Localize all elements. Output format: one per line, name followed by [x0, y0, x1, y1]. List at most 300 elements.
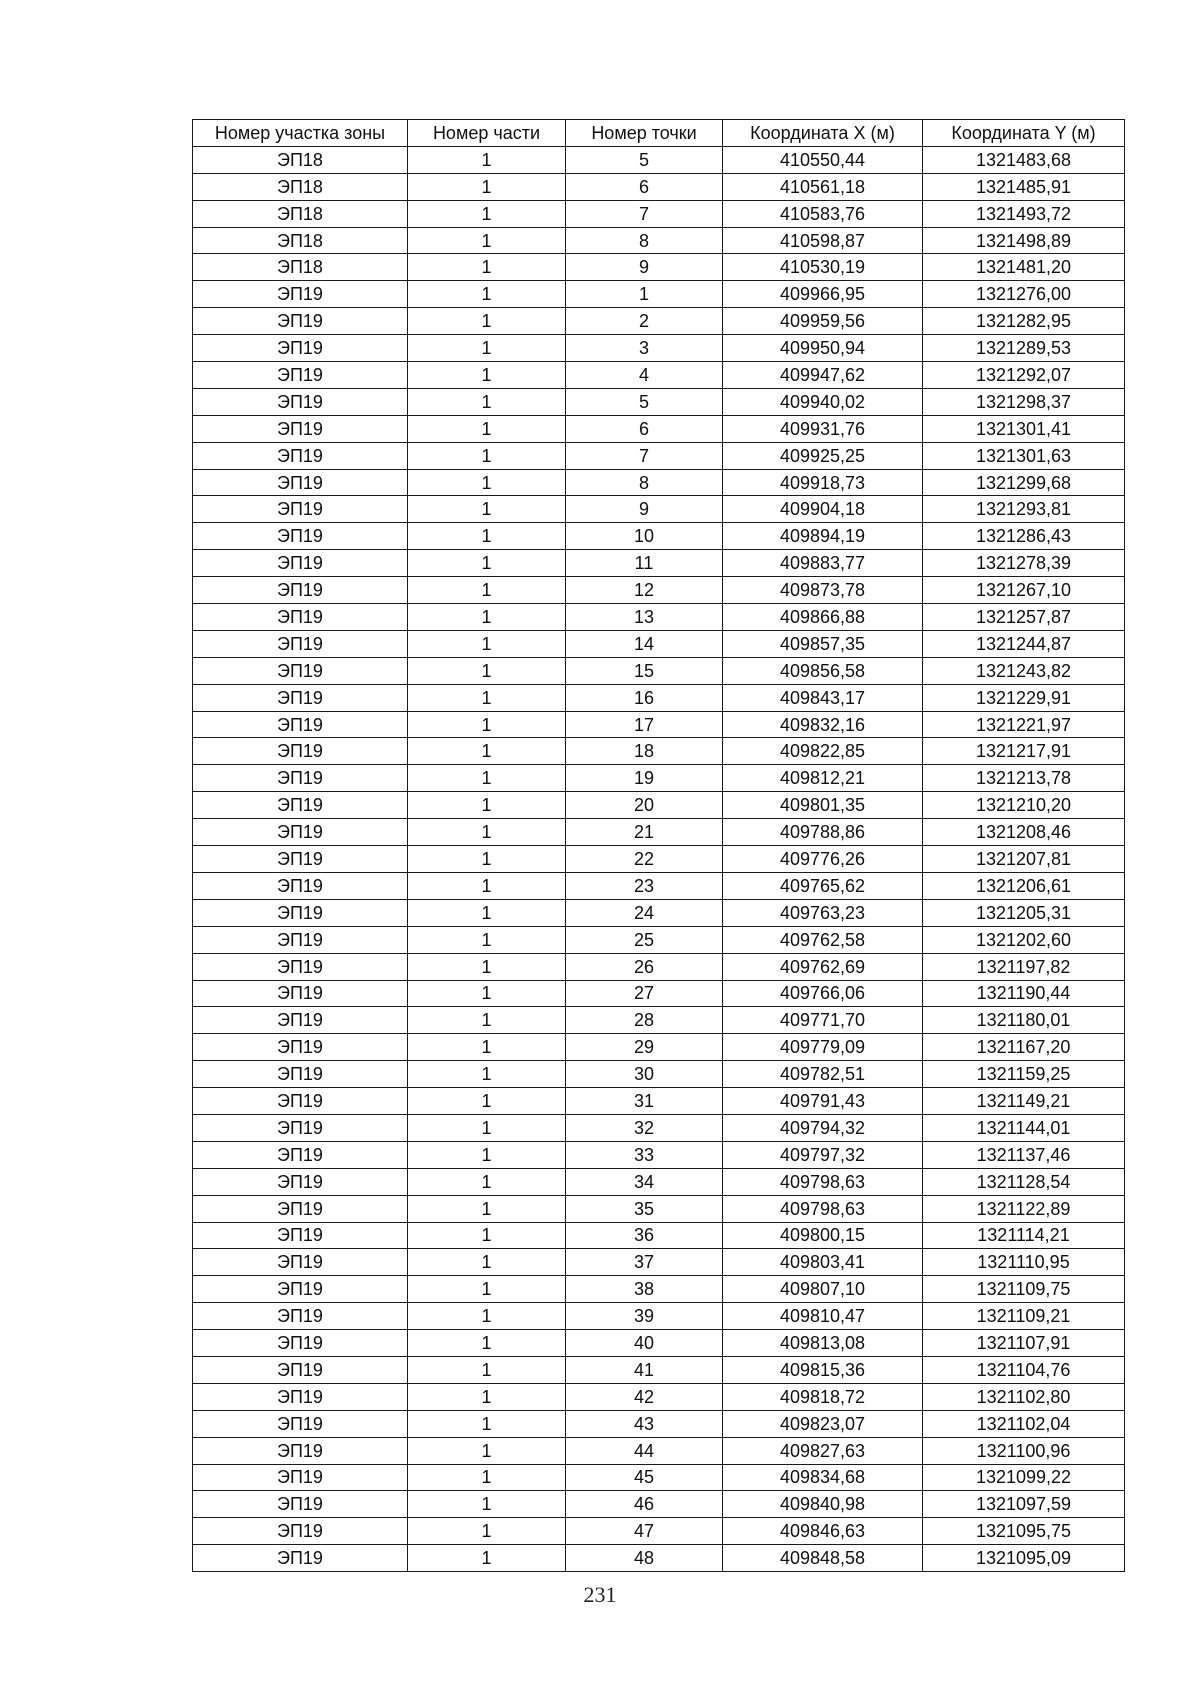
- coordinate-x-cell: 409834,68: [723, 1464, 923, 1491]
- zone-section-cell: ЭП19: [193, 899, 408, 926]
- part-number-cell: 1: [408, 388, 566, 415]
- coordinate-x-cell: 409873,78: [723, 577, 923, 604]
- coordinate-x-cell: 409788,86: [723, 819, 923, 846]
- part-number-cell: 1: [408, 1007, 566, 1034]
- coordinate-x-cell: 410530,19: [723, 254, 923, 281]
- zone-section-cell: ЭП19: [193, 577, 408, 604]
- point-number-cell: 9: [566, 496, 723, 523]
- point-number-cell: 25: [566, 926, 723, 953]
- table-row: [193, 1141, 1125, 1168]
- point-number-cell: 24: [566, 899, 723, 926]
- coordinate-x-cell: 409797,32: [723, 1141, 923, 1168]
- table-row: [193, 308, 1125, 335]
- zone-section-cell: ЭП19: [193, 684, 408, 711]
- table-row: [193, 1330, 1125, 1357]
- coordinate-x-cell: 409925,25: [723, 442, 923, 469]
- coordinate-x-cell: 410561,18: [723, 173, 923, 200]
- table-row: [193, 899, 1125, 926]
- part-number-cell: 1: [408, 604, 566, 631]
- point-number-cell: 43: [566, 1410, 723, 1437]
- point-number-cell: 30: [566, 1061, 723, 1088]
- header-coordinate-y: Координата Y (м): [923, 120, 1125, 147]
- coordinate-y-cell: 1321095,75: [923, 1518, 1125, 1545]
- point-number-cell: 34: [566, 1168, 723, 1195]
- coordinate-y-cell: 1321282,95: [923, 308, 1125, 335]
- header-part-number: Номер части: [408, 120, 566, 147]
- part-number-cell: 1: [408, 1061, 566, 1088]
- coordinate-y-cell: 1321104,76: [923, 1356, 1125, 1383]
- table-row: [193, 819, 1125, 846]
- coordinate-y-cell: 1321190,44: [923, 980, 1125, 1007]
- table-row: [193, 980, 1125, 1007]
- coordinate-x-cell: 410583,76: [723, 200, 923, 227]
- zone-section-cell: ЭП19: [193, 281, 408, 308]
- coordinate-y-cell: 1321122,89: [923, 1195, 1125, 1222]
- coordinate-y-cell: 1321114,21: [923, 1222, 1125, 1249]
- table-row: [193, 765, 1125, 792]
- zone-section-cell: ЭП18: [193, 146, 408, 173]
- table-row: [193, 792, 1125, 819]
- part-number-cell: 1: [408, 846, 566, 873]
- coordinate-y-cell: 1321207,81: [923, 846, 1125, 873]
- point-number-cell: 1: [566, 281, 723, 308]
- coordinate-y-cell: 1321180,01: [923, 1007, 1125, 1034]
- point-number-cell: 15: [566, 657, 723, 684]
- table-row: [193, 146, 1125, 173]
- part-number-cell: 1: [408, 1168, 566, 1195]
- coordinate-y-cell: 1321102,80: [923, 1383, 1125, 1410]
- part-number-cell: 1: [408, 926, 566, 953]
- point-number-cell: 39: [566, 1303, 723, 1330]
- coordinate-x-cell: 409818,72: [723, 1383, 923, 1410]
- zone-section-cell: ЭП19: [193, 1330, 408, 1357]
- coordinate-x-cell: 409763,23: [723, 899, 923, 926]
- part-number-cell: 1: [408, 1491, 566, 1518]
- point-number-cell: 12: [566, 577, 723, 604]
- table-row: [193, 604, 1125, 631]
- zone-section-cell: ЭП19: [193, 792, 408, 819]
- point-number-cell: 16: [566, 684, 723, 711]
- zone-section-cell: ЭП19: [193, 1545, 408, 1572]
- zone-section-cell: ЭП19: [193, 1034, 408, 1061]
- coordinate-x-cell: 409857,35: [723, 630, 923, 657]
- part-number-cell: 1: [408, 738, 566, 765]
- part-number-cell: 1: [408, 1141, 566, 1168]
- table-header-row: [193, 120, 1125, 147]
- point-number-cell: 27: [566, 980, 723, 1007]
- zone-section-cell: ЭП19: [193, 362, 408, 389]
- point-number-cell: 9: [566, 254, 723, 281]
- zone-section-cell: ЭП19: [193, 819, 408, 846]
- coordinate-y-cell: 1321210,20: [923, 792, 1125, 819]
- part-number-cell: 1: [408, 899, 566, 926]
- zone-section-cell: ЭП19: [193, 738, 408, 765]
- zone-section-cell: ЭП19: [193, 415, 408, 442]
- page-number: 231: [583, 1582, 617, 1607]
- part-number-cell: 1: [408, 496, 566, 523]
- coordinate-x-cell: 409848,58: [723, 1545, 923, 1572]
- zone-section-cell: ЭП19: [193, 926, 408, 953]
- zone-section-cell: ЭП19: [193, 980, 408, 1007]
- zone-section-cell: ЭП19: [193, 657, 408, 684]
- coordinate-x-cell: 409904,18: [723, 496, 923, 523]
- zone-section-cell: ЭП19: [193, 1168, 408, 1195]
- point-number-cell: 48: [566, 1545, 723, 1572]
- coordinate-y-cell: 1321213,78: [923, 765, 1125, 792]
- point-number-cell: 3: [566, 335, 723, 362]
- zone-section-cell: ЭП19: [193, 846, 408, 873]
- coordinate-x-cell: 409765,62: [723, 872, 923, 899]
- table-row: [193, 1195, 1125, 1222]
- header-point-number: Номер точки: [566, 120, 723, 147]
- part-number-cell: 1: [408, 819, 566, 846]
- zone-section-cell: ЭП19: [193, 1114, 408, 1141]
- coordinate-y-cell: 1321278,39: [923, 550, 1125, 577]
- point-number-cell: 47: [566, 1518, 723, 1545]
- part-number-cell: 1: [408, 200, 566, 227]
- coordinate-x-cell: 409794,32: [723, 1114, 923, 1141]
- table-row: [193, 1276, 1125, 1303]
- coordinate-x-cell: 409883,77: [723, 550, 923, 577]
- zone-section-cell: ЭП19: [193, 1141, 408, 1168]
- coordinate-y-cell: 1321202,60: [923, 926, 1125, 953]
- coordinate-y-cell: 1321221,97: [923, 711, 1125, 738]
- part-number-cell: 1: [408, 684, 566, 711]
- coordinate-y-cell: 1321481,20: [923, 254, 1125, 281]
- point-number-cell: 8: [566, 469, 723, 496]
- table-row: [193, 388, 1125, 415]
- part-number-cell: 1: [408, 711, 566, 738]
- coordinate-y-cell: 1321109,75: [923, 1276, 1125, 1303]
- coordinate-y-cell: 1321110,95: [923, 1249, 1125, 1276]
- coordinate-x-cell: 409812,21: [723, 765, 923, 792]
- point-number-cell: 41: [566, 1356, 723, 1383]
- coordinate-y-cell: 1321208,46: [923, 819, 1125, 846]
- coordinate-y-cell: 1321485,91: [923, 173, 1125, 200]
- zone-section-cell: ЭП19: [193, 1464, 408, 1491]
- point-number-cell: 18: [566, 738, 723, 765]
- coordinate-x-cell: 409894,19: [723, 523, 923, 550]
- table-row: [193, 469, 1125, 496]
- table-row: [193, 738, 1125, 765]
- table-row: [193, 1437, 1125, 1464]
- table-row: [193, 496, 1125, 523]
- zone-section-cell: ЭП18: [193, 254, 408, 281]
- zone-section-cell: ЭП19: [193, 1195, 408, 1222]
- table-row: [193, 1168, 1125, 1195]
- table-row: [193, 1464, 1125, 1491]
- point-number-cell: 14: [566, 630, 723, 657]
- table-body: [193, 146, 1125, 1571]
- coordinate-x-cell: 409782,51: [723, 1061, 923, 1088]
- coordinate-x-cell: 409866,88: [723, 604, 923, 631]
- table-row: [193, 200, 1125, 227]
- coordinate-y-cell: 1321097,59: [923, 1491, 1125, 1518]
- coordinate-x-cell: 409966,95: [723, 281, 923, 308]
- coordinate-x-cell: 409776,26: [723, 846, 923, 873]
- table-row: [193, 1114, 1125, 1141]
- coordinate-y-cell: 1321100,96: [923, 1437, 1125, 1464]
- table-row: [193, 711, 1125, 738]
- part-number-cell: 1: [408, 523, 566, 550]
- coordinate-y-cell: 1321301,63: [923, 442, 1125, 469]
- coordinate-y-cell: 1321159,25: [923, 1061, 1125, 1088]
- zone-section-cell: ЭП19: [193, 872, 408, 899]
- zone-section-cell: ЭП19: [193, 388, 408, 415]
- table-row: [193, 1222, 1125, 1249]
- part-number-cell: 1: [408, 362, 566, 389]
- point-number-cell: 10: [566, 523, 723, 550]
- part-number-cell: 1: [408, 1464, 566, 1491]
- table-row: [193, 1303, 1125, 1330]
- coordinate-y-cell: 1321144,01: [923, 1114, 1125, 1141]
- point-number-cell: 20: [566, 792, 723, 819]
- table-row: [193, 872, 1125, 899]
- coordinate-x-cell: 409950,94: [723, 335, 923, 362]
- point-number-cell: 32: [566, 1114, 723, 1141]
- zone-section-cell: ЭП19: [193, 604, 408, 631]
- point-number-cell: 36: [566, 1222, 723, 1249]
- coordinate-x-cell: 409840,98: [723, 1491, 923, 1518]
- table-row: [193, 1007, 1125, 1034]
- point-number-cell: 42: [566, 1383, 723, 1410]
- part-number-cell: 1: [408, 254, 566, 281]
- coordinate-y-cell: 1321299,68: [923, 469, 1125, 496]
- coordinate-x-cell: 409791,43: [723, 1088, 923, 1115]
- coordinate-y-cell: 1321301,41: [923, 415, 1125, 442]
- part-number-cell: 1: [408, 630, 566, 657]
- coordinate-y-cell: 1321102,04: [923, 1410, 1125, 1437]
- coordinate-y-cell: 1321099,22: [923, 1464, 1125, 1491]
- coordinate-y-cell: 1321197,82: [923, 953, 1125, 980]
- coordinate-x-cell: 409918,73: [723, 469, 923, 496]
- point-number-cell: 28: [566, 1007, 723, 1034]
- coordinate-y-cell: 1321289,53: [923, 335, 1125, 362]
- point-number-cell: 26: [566, 953, 723, 980]
- part-number-cell: 1: [408, 146, 566, 173]
- point-number-cell: 38: [566, 1276, 723, 1303]
- table-row: [193, 657, 1125, 684]
- table-row: [193, 227, 1125, 254]
- header-coordinate-x: Координата X (м): [723, 120, 923, 147]
- part-number-cell: 1: [408, 1330, 566, 1357]
- point-number-cell: 7: [566, 442, 723, 469]
- table-row: [193, 1061, 1125, 1088]
- point-number-cell: 31: [566, 1088, 723, 1115]
- part-number-cell: 1: [408, 1383, 566, 1410]
- table-row: [193, 1491, 1125, 1518]
- point-number-cell: 6: [566, 173, 723, 200]
- table-row: [193, 335, 1125, 362]
- zone-section-cell: ЭП19: [193, 469, 408, 496]
- table-row: [193, 577, 1125, 604]
- table-row: [193, 684, 1125, 711]
- point-number-cell: 37: [566, 1249, 723, 1276]
- part-number-cell: 1: [408, 1356, 566, 1383]
- zone-section-cell: ЭП19: [193, 1437, 408, 1464]
- coordinate-x-cell: 409843,17: [723, 684, 923, 711]
- coordinate-y-cell: 1321498,89: [923, 227, 1125, 254]
- header-zone-section-number: Номер участка зоны: [193, 120, 408, 147]
- coordinate-x-cell: 409762,58: [723, 926, 923, 953]
- coordinate-x-cell: 409803,41: [723, 1249, 923, 1276]
- part-number-cell: 1: [408, 577, 566, 604]
- point-number-cell: 7: [566, 200, 723, 227]
- zone-section-cell: ЭП19: [193, 496, 408, 523]
- coordinate-y-cell: 1321293,81: [923, 496, 1125, 523]
- coordinate-y-cell: 1321217,91: [923, 738, 1125, 765]
- part-number-cell: 1: [408, 980, 566, 1007]
- zone-section-cell: ЭП19: [193, 335, 408, 362]
- zone-section-cell: ЭП19: [193, 1276, 408, 1303]
- point-number-cell: 35: [566, 1195, 723, 1222]
- coordinate-y-cell: 1321206,61: [923, 872, 1125, 899]
- part-number-cell: 1: [408, 872, 566, 899]
- part-number-cell: 1: [408, 308, 566, 335]
- coordinate-y-cell: 1321167,20: [923, 1034, 1125, 1061]
- table-row: [193, 846, 1125, 873]
- coordinate-y-cell: 1321205,31: [923, 899, 1125, 926]
- zone-section-cell: ЭП18: [193, 200, 408, 227]
- part-number-cell: 1: [408, 1195, 566, 1222]
- table-row: [193, 953, 1125, 980]
- coordinate-x-cell: 409813,08: [723, 1330, 923, 1357]
- coordinate-x-cell: 409798,63: [723, 1195, 923, 1222]
- coordinate-x-cell: 410598,87: [723, 227, 923, 254]
- table-row: [193, 1356, 1125, 1383]
- table-row: [193, 173, 1125, 200]
- coordinate-x-cell: 409798,63: [723, 1168, 923, 1195]
- table-row: [193, 1383, 1125, 1410]
- table-row: [193, 362, 1125, 389]
- coordinate-x-cell: 409771,70: [723, 1007, 923, 1034]
- part-number-cell: 1: [408, 415, 566, 442]
- zone-section-cell: ЭП19: [193, 1007, 408, 1034]
- coordinate-y-cell: 1321095,09: [923, 1545, 1125, 1572]
- zone-section-cell: ЭП19: [193, 711, 408, 738]
- part-number-cell: 1: [408, 1249, 566, 1276]
- part-number-cell: 1: [408, 281, 566, 308]
- coordinate-y-cell: 1321292,07: [923, 362, 1125, 389]
- coordinate-x-cell: 409815,36: [723, 1356, 923, 1383]
- table-row: [193, 1249, 1125, 1276]
- part-number-cell: 1: [408, 657, 566, 684]
- coordinate-x-cell: 409846,63: [723, 1518, 923, 1545]
- table-row: [193, 254, 1125, 281]
- zone-section-cell: ЭП18: [193, 173, 408, 200]
- coordinate-y-cell: 1321493,72: [923, 200, 1125, 227]
- coordinate-x-cell: 409940,02: [723, 388, 923, 415]
- zone-section-cell: ЭП19: [193, 1410, 408, 1437]
- table-row: [193, 630, 1125, 657]
- part-number-cell: 1: [408, 469, 566, 496]
- point-number-cell: 17: [566, 711, 723, 738]
- coordinate-y-cell: 1321107,91: [923, 1330, 1125, 1357]
- part-number-cell: 1: [408, 1410, 566, 1437]
- coordinate-x-cell: 410550,44: [723, 146, 923, 173]
- coordinate-x-cell: 409807,10: [723, 1276, 923, 1303]
- point-number-cell: 44: [566, 1437, 723, 1464]
- table-row: [193, 415, 1125, 442]
- coordinate-x-cell: 409810,47: [723, 1303, 923, 1330]
- part-number-cell: 1: [408, 1034, 566, 1061]
- coordinate-x-cell: 409856,58: [723, 657, 923, 684]
- coordinate-y-cell: 1321229,91: [923, 684, 1125, 711]
- table-row: [193, 523, 1125, 550]
- point-number-cell: 2: [566, 308, 723, 335]
- zone-section-cell: ЭП19: [193, 1303, 408, 1330]
- part-number-cell: 1: [408, 953, 566, 980]
- table-row: [193, 442, 1125, 469]
- coordinate-y-cell: 1321267,10: [923, 577, 1125, 604]
- table-row: [193, 1518, 1125, 1545]
- point-number-cell: 11: [566, 550, 723, 577]
- point-number-cell: 29: [566, 1034, 723, 1061]
- part-number-cell: 1: [408, 1303, 566, 1330]
- point-number-cell: 8: [566, 227, 723, 254]
- coordinate-y-cell: 1321286,43: [923, 523, 1125, 550]
- part-number-cell: 1: [408, 227, 566, 254]
- point-number-cell: 21: [566, 819, 723, 846]
- point-number-cell: 40: [566, 1330, 723, 1357]
- coordinate-x-cell: 409800,15: [723, 1222, 923, 1249]
- zone-section-cell: ЭП19: [193, 1061, 408, 1088]
- table-row: [193, 281, 1125, 308]
- table-row: [193, 1034, 1125, 1061]
- coordinate-x-cell: 409832,16: [723, 711, 923, 738]
- coordinate-x-cell: 409827,63: [723, 1437, 923, 1464]
- table-row: [193, 1545, 1125, 1572]
- point-number-cell: 23: [566, 872, 723, 899]
- zone-section-cell: ЭП18: [193, 227, 408, 254]
- part-number-cell: 1: [408, 1437, 566, 1464]
- zone-section-cell: ЭП19: [193, 1222, 408, 1249]
- part-number-cell: 1: [408, 1276, 566, 1303]
- coordinate-x-cell: 409801,35: [723, 792, 923, 819]
- coordinate-y-cell: 1321109,21: [923, 1303, 1125, 1330]
- point-number-cell: 6: [566, 415, 723, 442]
- coordinate-y-cell: 1321149,21: [923, 1088, 1125, 1115]
- point-number-cell: 5: [566, 146, 723, 173]
- zone-section-cell: ЭП19: [193, 1088, 408, 1115]
- zone-section-cell: ЭП19: [193, 550, 408, 577]
- coordinate-x-cell: 409959,56: [723, 308, 923, 335]
- coordinate-x-cell: 409823,07: [723, 1410, 923, 1437]
- table-row: [193, 1088, 1125, 1115]
- part-number-cell: 1: [408, 550, 566, 577]
- part-number-cell: 1: [408, 1088, 566, 1115]
- coordinate-y-cell: 1321298,37: [923, 388, 1125, 415]
- coordinate-x-cell: 409779,09: [723, 1034, 923, 1061]
- coordinate-x-cell: 409766,06: [723, 980, 923, 1007]
- coordinate-y-cell: 1321483,68: [923, 146, 1125, 173]
- point-number-cell: 5: [566, 388, 723, 415]
- zone-section-cell: ЭП19: [193, 308, 408, 335]
- coordinate-y-cell: 1321137,46: [923, 1141, 1125, 1168]
- part-number-cell: 1: [408, 1114, 566, 1141]
- zone-section-cell: ЭП19: [193, 1249, 408, 1276]
- coordinate-x-cell: 409762,69: [723, 953, 923, 980]
- part-number-cell: 1: [408, 1222, 566, 1249]
- table-row: [193, 550, 1125, 577]
- coordinates-table: [192, 119, 1125, 1572]
- coordinate-x-cell: 409947,62: [723, 362, 923, 389]
- coordinate-x-cell: 409931,76: [723, 415, 923, 442]
- zone-section-cell: ЭП19: [193, 1518, 408, 1545]
- point-number-cell: 22: [566, 846, 723, 873]
- point-number-cell: 19: [566, 765, 723, 792]
- zone-section-cell: ЭП19: [193, 1491, 408, 1518]
